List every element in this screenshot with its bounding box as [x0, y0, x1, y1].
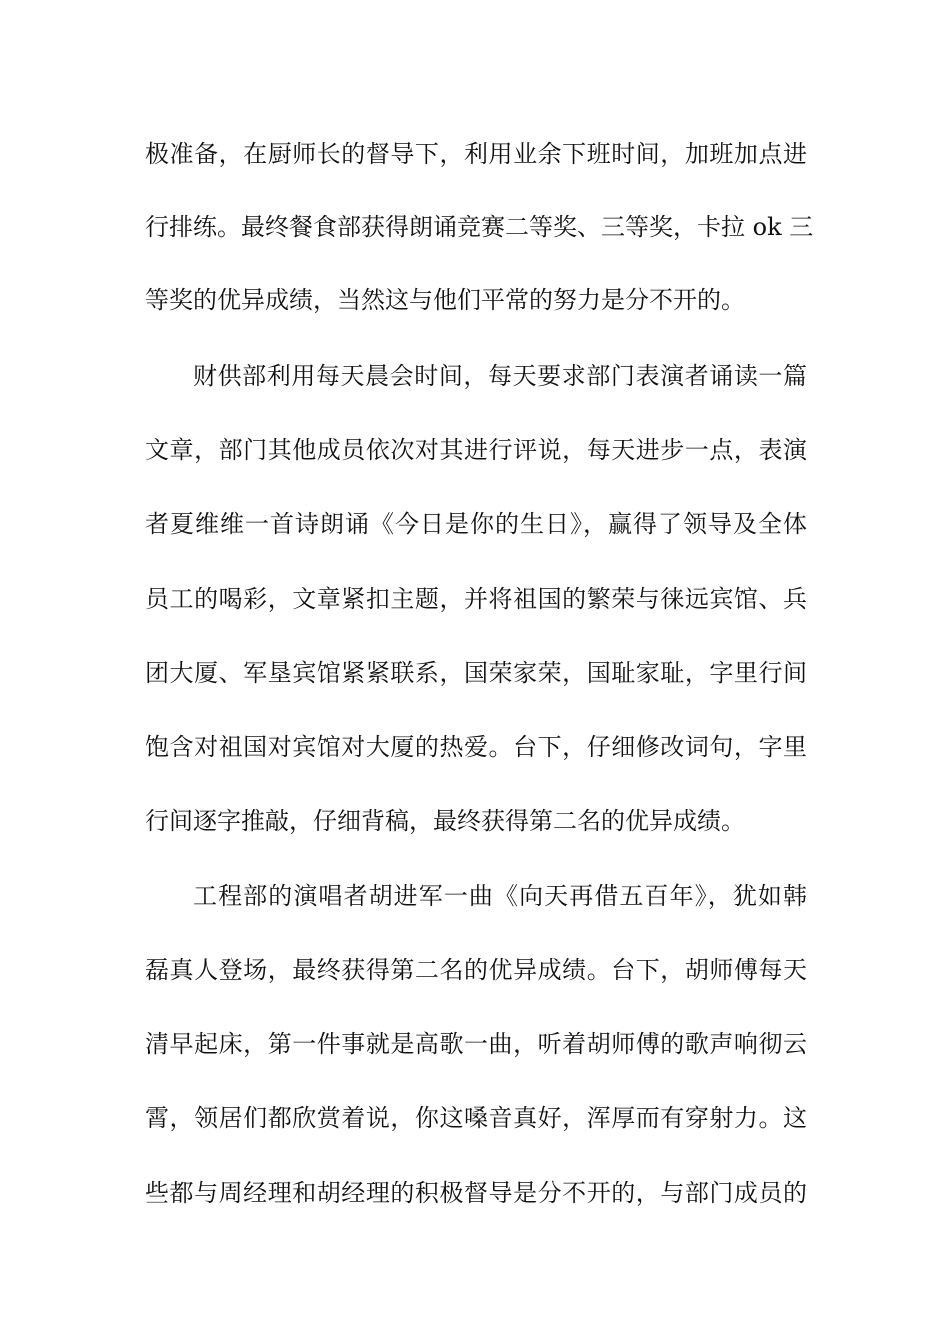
- text-line: 财供部利用每天晨会时间，每天要求部门表演者诵读一篇: [193, 362, 807, 390]
- text-line: 磊真人登场，最终获得第二名的优异成绩。台下，胡师傅每天: [145, 956, 807, 984]
- text-line: 行间逐字推敲，仔细背稿，最终获得第二名的优异成绩。: [145, 807, 745, 835]
- text-line: 霄，领居们都欣赏着说，你这嗓音真好，浑厚而有穿射力。这: [145, 1104, 807, 1132]
- text-line: 工程部的演唱者胡进军一曲《向天再借五百年》，犹如韩: [193, 882, 807, 910]
- text-line: 些都与周经理和胡经理的积极督导是分不开的，与部门成员的: [145, 1179, 807, 1207]
- text-line: 清早起床，第一件事就是高歌一曲，听着胡师傅的歌声响彻云: [145, 1030, 807, 1058]
- text-line: 饱含对祖国对宾馆对大厦的热爱。台下，仔细修改词句，字里: [145, 733, 807, 761]
- text-line: 团大厦、军垦宾馆紧紧联系，国荣家荣，国耻家耻，字里行间: [145, 659, 807, 687]
- text-line: 行排练。最终餐食部获得朗诵竞赛二等奖、三等奖，卡拉 ok 三: [145, 213, 814, 241]
- text-line: 者夏维维一首诗朗诵《今日是你的生日》，赢得了领导及全体: [145, 510, 807, 538]
- text-line: 文章，部门其他成员依次对其进行评说，每天进步一点，表演: [145, 436, 807, 464]
- text-line: 极准备，在厨师长的督导下，利用业余下班时间，加班加点进: [145, 140, 807, 168]
- text-line: 等奖的优异成绩，当然这与他们平常的努力是分不开的。: [145, 286, 745, 314]
- text-line: 员工的喝彩，文章紧扣主题，并将祖国的繁荣与徕远宾馆、兵: [145, 585, 807, 613]
